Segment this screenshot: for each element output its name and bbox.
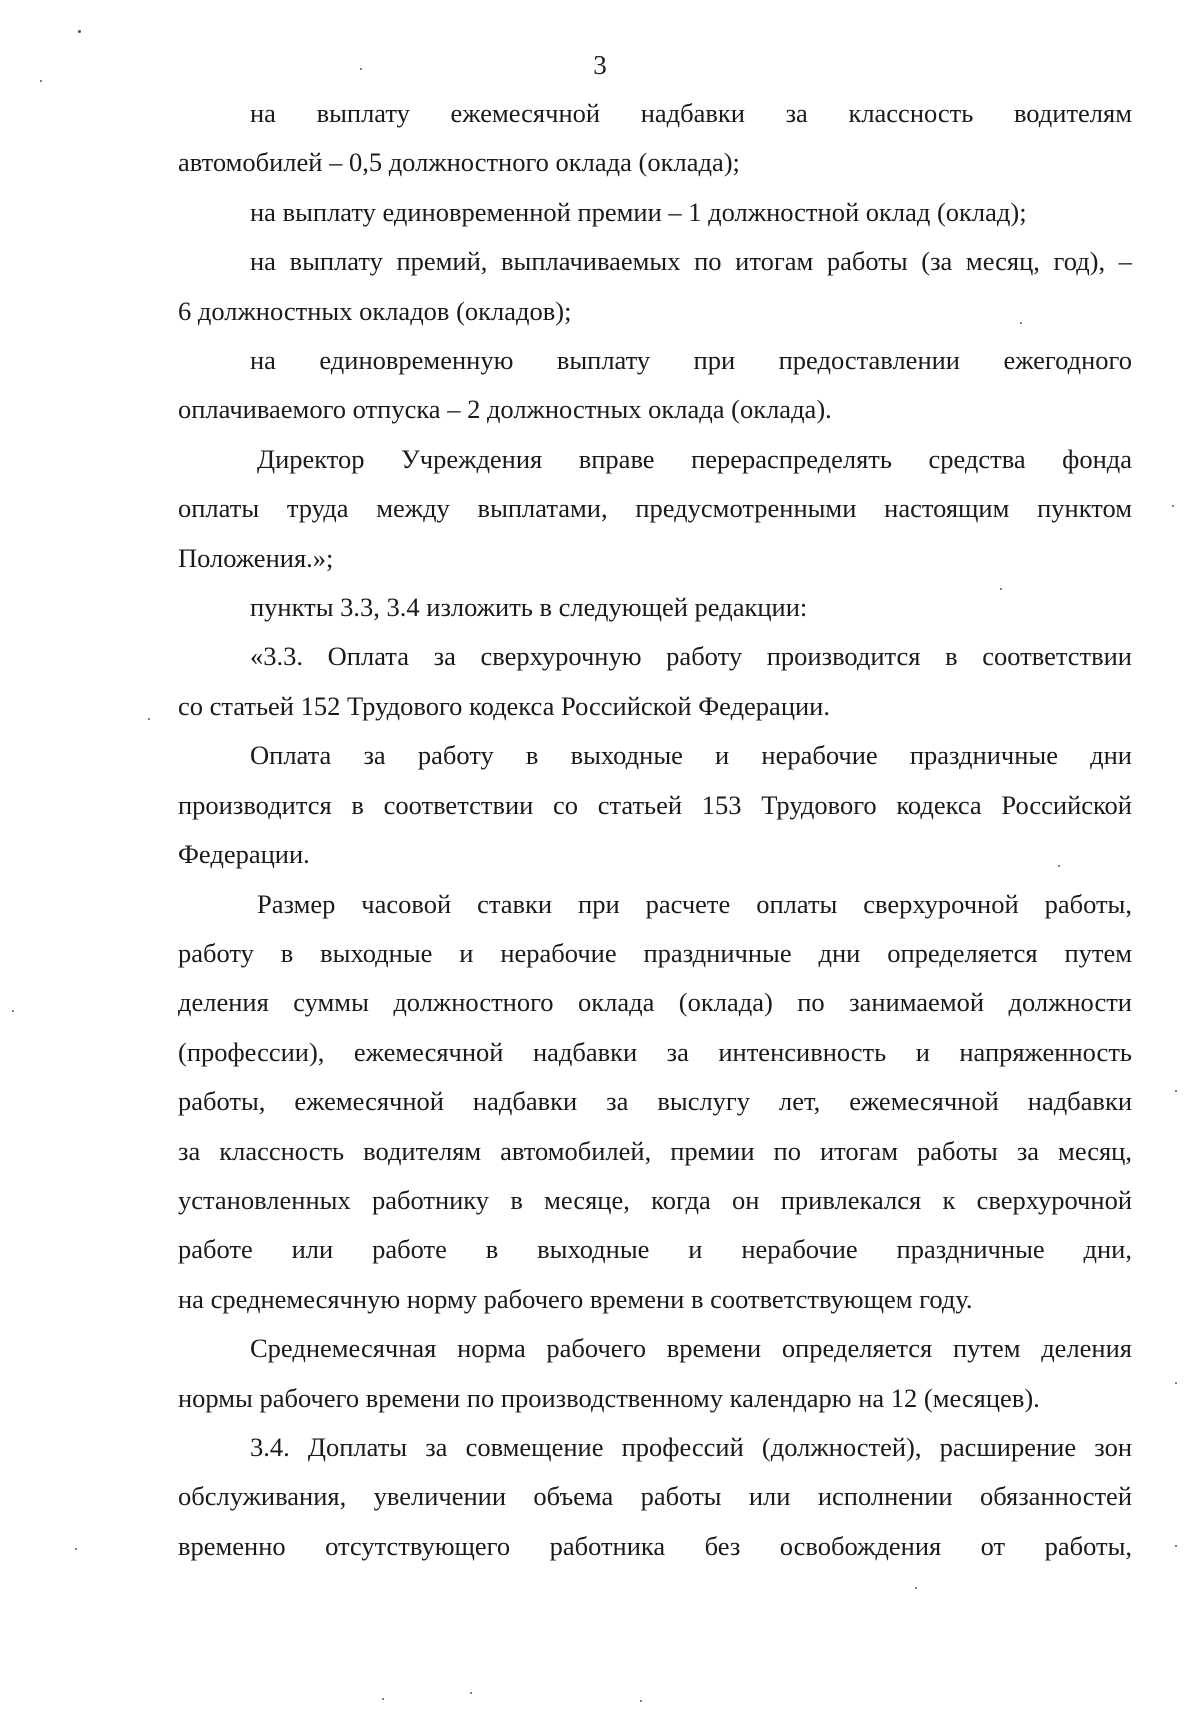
scan-speck [1000,588,1002,590]
paragraph-results-bonus [178,237,1132,336]
text-line: работе или работе в выходные и нерабочие праздничные дни, [178,1234,1132,1265]
text-line: Размер часовой ставки при расчете оплаты сверхурочной работы, [257,888,1132,919]
text-line: со статьей 152 Трудового кодекса Российской Федерации. [178,690,830,721]
text-line: обслуживания, увеличении объема работы или исполнении обязанностей [178,1481,1132,1512]
text-line: работы, ежемесячной надбавки за выслугу лет, ежемесячной надбавки [178,1086,1132,1117]
paragraph-vacation-payment [178,336,1132,435]
text-line: установленных работнику в месяце, когда он привлекался к сверхурочной [178,1184,1132,1215]
scan-speck [148,718,150,720]
text-line: временно отсутствующего работника без освобождения от работы, [178,1530,1132,1561]
scan-speck [40,80,42,82]
text-line: оплаты труда между выплатами, предусмотренными настоящим пунктом [178,493,1132,524]
text-line: работу в выходные и нерабочие праздничные дни определяется путем [178,937,1132,968]
scan-speck [12,1010,14,1012]
text-line: 6 должностных окладов (окладов); [178,295,572,326]
scan-speck [360,68,362,70]
scan-speck [1058,865,1060,867]
text-line: Оплата за работу в выходные и нерабочие праздничные дни [250,740,1132,771]
text-line: на среднемесячную норму рабочего времени в соответствующем году. [178,1283,973,1314]
scan-speck [915,1587,917,1589]
text-line: на выплату единовременной премии – 1 должностной оклад (оклад); [250,196,1027,227]
paragraph-weekend-pay [178,731,1132,879]
text-line: Положения.»; [178,542,334,573]
paragraph-clause-3-3 [178,632,1132,731]
scan-speck [75,1548,77,1550]
scan-speck [382,1698,384,1700]
text-line: (профессии), ежемесячной надбавки за интенсивность и напряженность [178,1036,1132,1067]
text-line: деления суммы должностного оклада (оклада) по занимаемой должности [178,987,1132,1018]
paragraph-director-right [178,435,1132,583]
scan-speck [1175,1090,1177,1092]
text-line: за классность водителям автомобилей, премии по итогам работы за месяц, [178,1135,1132,1166]
page-number: 3 [593,50,607,80]
paragraph-clause-3-4 [178,1423,1132,1571]
paragraph-items-redaction [178,583,1132,632]
text-line: 3.4. Доплаты за совмещение профессий (должностей), расширение зон [250,1431,1132,1462]
text-line: Среднемесячная норма рабочего времени определяется путем деления [250,1333,1132,1364]
scan-speck [1020,322,1022,324]
paragraph-monthly-norm [178,1324,1132,1423]
document-body [178,89,1132,1571]
paragraph-one-time-bonus [178,188,1132,237]
scan-speck [1172,505,1174,507]
text-line: производится в соответствии со статьей 153 Трудового кодекса Российской [178,789,1132,820]
scan-speck [470,1692,472,1694]
paragraph-allowance-class [178,89,1132,188]
text-line: Директор Учреждения вправе перераспределять средства фонда [257,443,1132,474]
text-line: на единовременную выплату при предоставлении ежегодного [250,345,1132,376]
text-line: Федерации. [178,839,310,870]
scan-speck [1175,1382,1177,1384]
paragraph-hourly-rate [178,880,1132,1325]
text-line: пункты 3.3, 3.4 изложить в следующей редакции: [250,592,808,623]
scan-speck [78,30,81,33]
text-line: автомобилей – 0,5 должностного оклада (оклада); [178,147,740,178]
text-line: нормы рабочего времени по производственному календарю на 12 (месяцев). [178,1382,1040,1413]
scan-speck [1175,1545,1177,1547]
scan-speck [640,1700,642,1702]
text-line: на выплату ежемесячной надбавки за классность водителям [250,98,1132,128]
text-line: оплачиваемого отпуска – 2 должностных оклада (оклада). [178,394,832,425]
text-line: на выплату премий, выплачиваемых по итогам работы (за месяц, год), – [250,246,1132,277]
text-line: «3.3. Оплата за сверхурочную работу производится в соответствии [250,641,1132,672]
